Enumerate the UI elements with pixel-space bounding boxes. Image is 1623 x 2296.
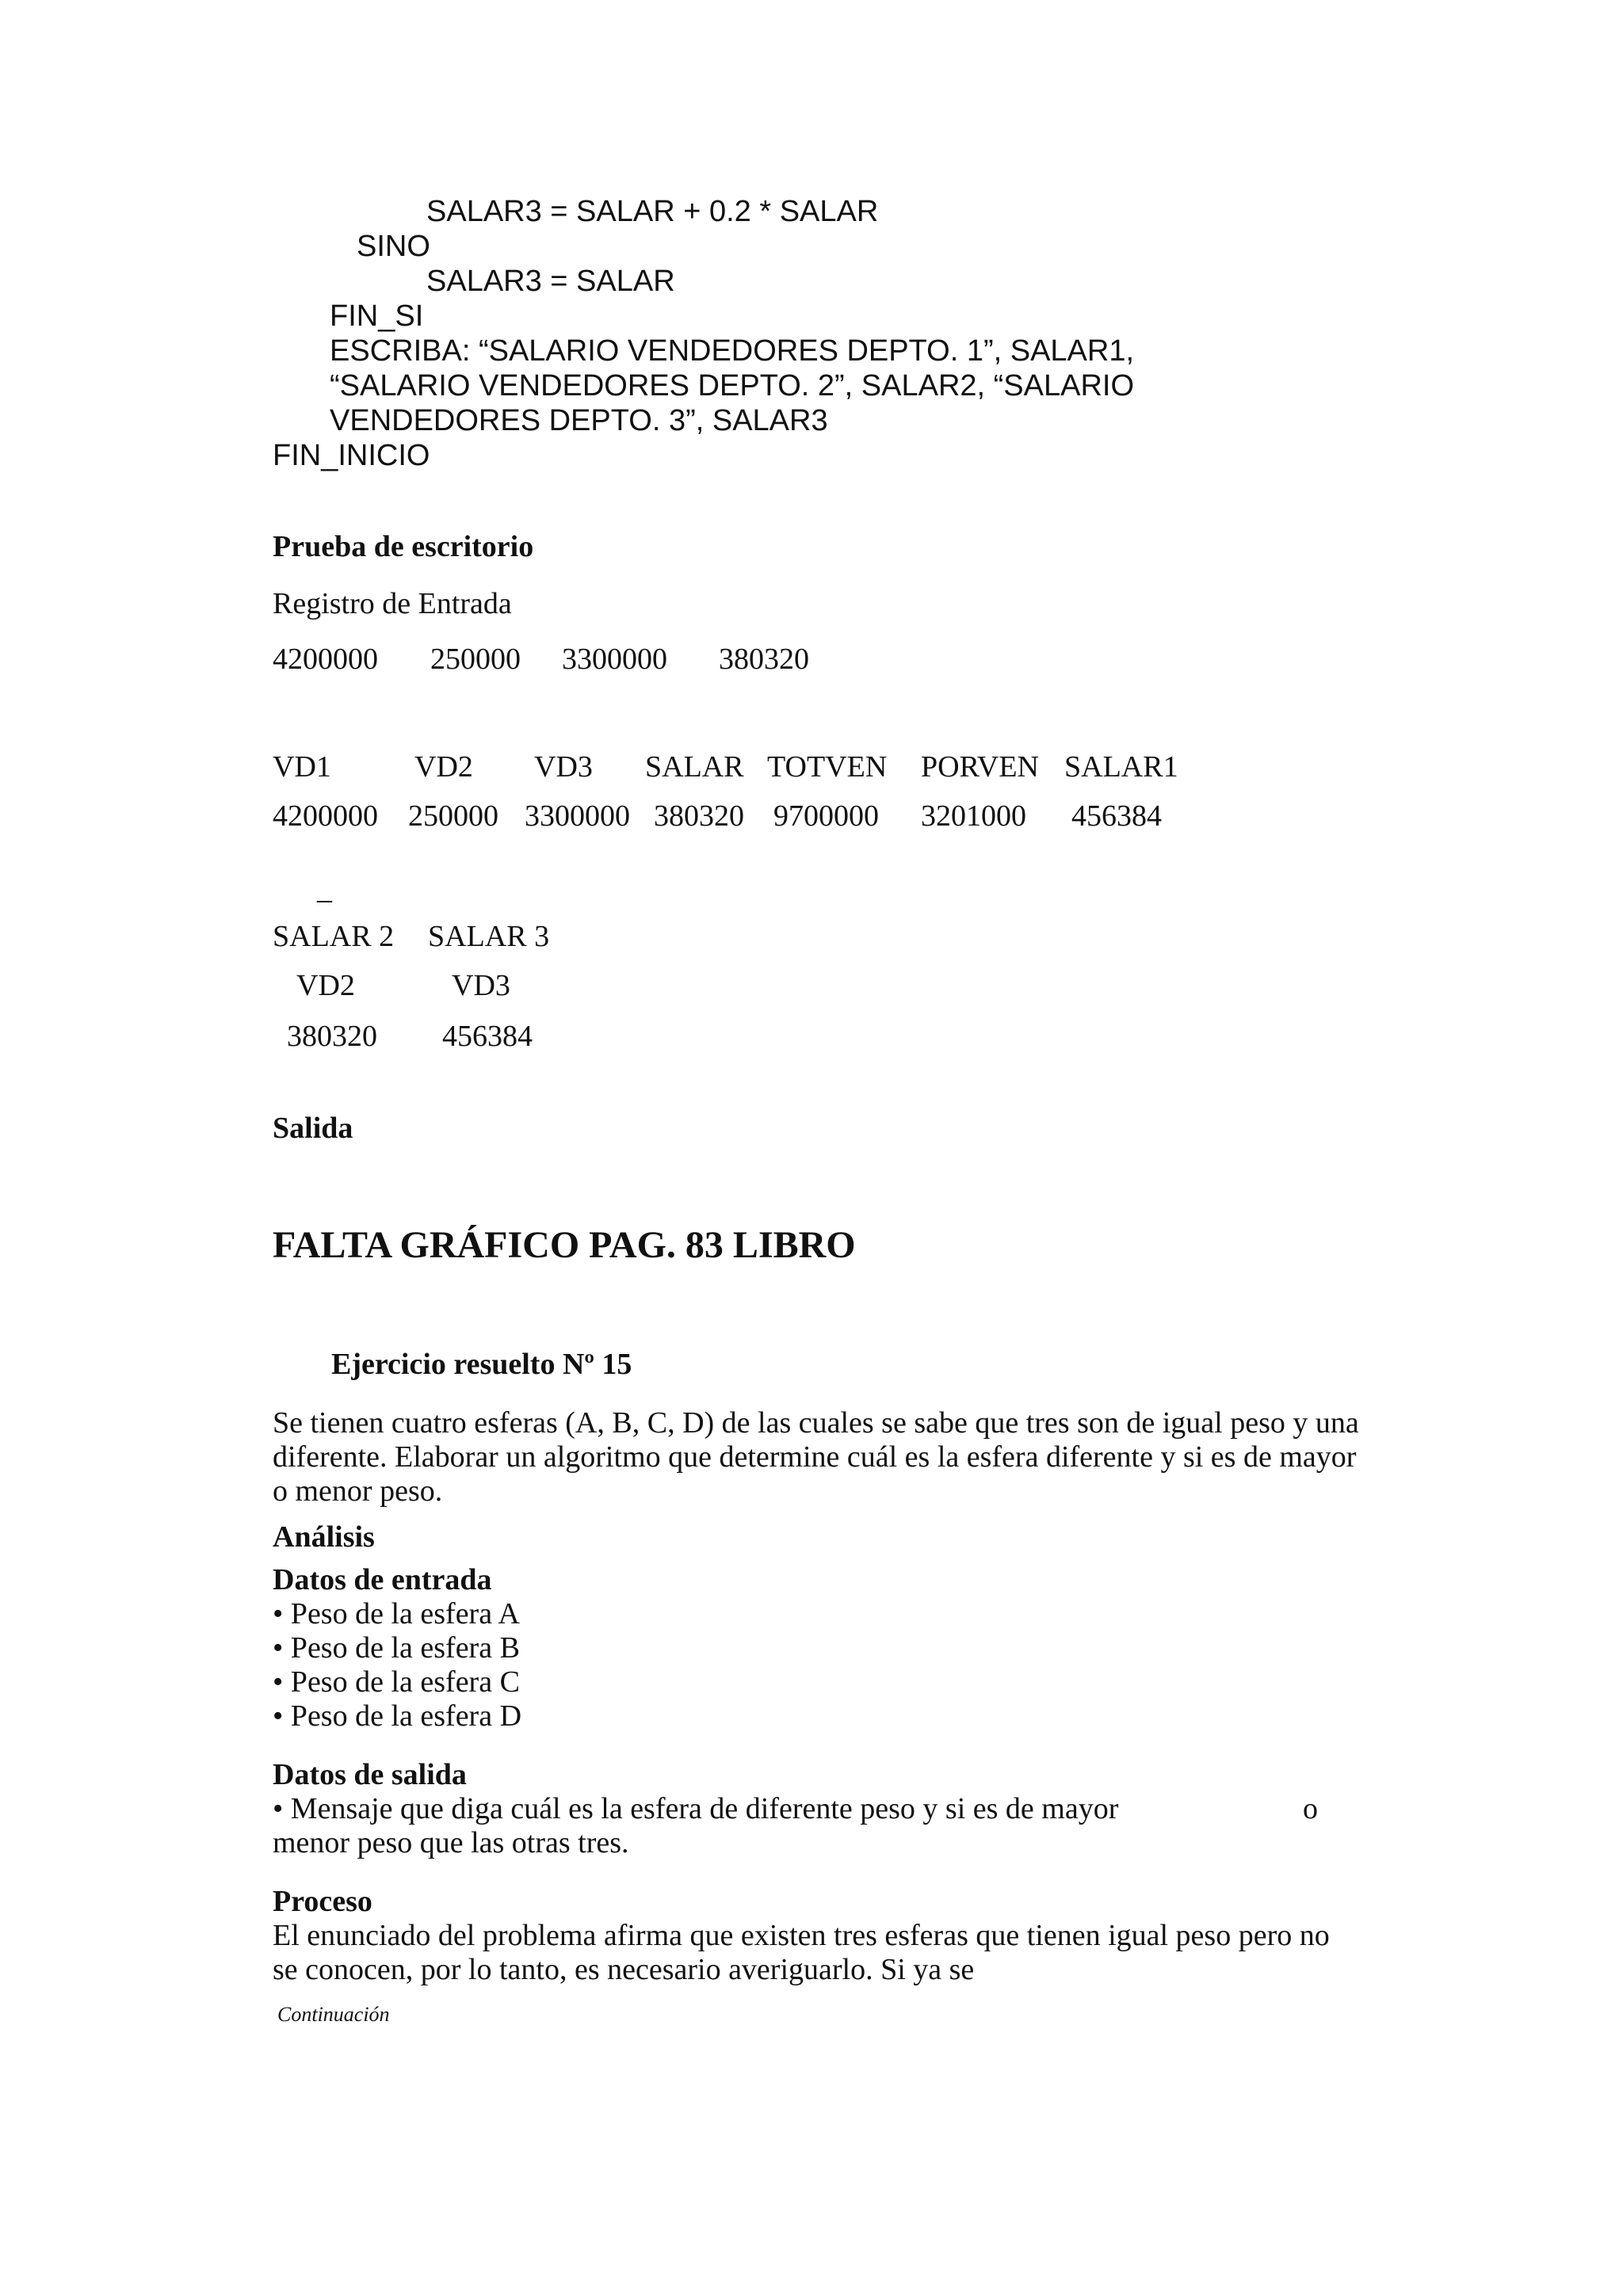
table-cell: 4200000 — [273, 799, 378, 833]
statement-line: o menor peso. — [273, 1474, 443, 1508]
code-line: FIN_SI — [330, 299, 424, 333]
proceso-line: El enunciado del problema afirma que existen tres esferas que tienen igual peso pero no — [273, 1919, 1330, 1952]
datos-entrada-heading: Datos de entrada — [273, 1563, 492, 1596]
table-header: SALAR 2 — [273, 920, 395, 953]
registro-label: Registro de Entrada — [273, 587, 512, 620]
list-item: • Peso de la esfera D — [273, 1699, 522, 1733]
registro-value: 3300000 — [562, 643, 667, 676]
code-line: SINO — [357, 230, 430, 263]
list-item-end: o — [1303, 1792, 1318, 1825]
dash-mark: _ — [317, 872, 332, 906]
table-cell: 380320 — [287, 1020, 377, 1053]
code-line: ESCRIBA: “SALARIO VENDEDORES DEPTO. 1”, SALAR1, — [330, 334, 1135, 368]
table-subheader: VD3 — [452, 969, 510, 1002]
table-cell: 380320 — [654, 799, 744, 833]
list-item: • Peso de la esfera B — [273, 1631, 520, 1665]
table-cell: 3201000 — [921, 799, 1026, 833]
table-header: SALAR 3 — [428, 920, 550, 953]
table-header: VD2 — [414, 750, 473, 784]
section-title: Prueba de escritorio — [273, 530, 534, 563]
code-line: “SALARIO VENDEDORES DEPTO. 2”, SALAR2, “SALARIO — [330, 369, 1135, 402]
list-item: • Peso de la esfera A — [273, 1597, 520, 1630]
table-header: VD1 — [273, 750, 331, 784]
table-header: PORVEN — [921, 750, 1039, 784]
table-header: SALAR — [645, 750, 744, 784]
table-header: SALAR1 — [1064, 750, 1178, 784]
table-cell: 456384 — [1071, 799, 1162, 833]
continuation-note: Continuación — [277, 2003, 390, 2026]
code-line: FIN_INICIO — [273, 439, 430, 472]
exercise-title: Ejercicio resuelto Nº 15 — [331, 1348, 632, 1381]
proceso-line: se conocen, por lo tanto, es necesario averiguarlo. Si ya se — [273, 1953, 975, 1986]
salida-label: Salida — [273, 1112, 353, 1145]
list-item: • Mensaje que diga cuál es la esfera de diferente peso y si es de mayor — [273, 1792, 1119, 1825]
table-cell: 3300000 — [525, 799, 630, 833]
datos-salida-heading: Datos de salida — [273, 1758, 467, 1791]
code-line: SALAR3 = SALAR — [426, 265, 675, 298]
table-cell: 250000 — [408, 799, 498, 833]
registro-value: 380320 — [719, 643, 809, 676]
statement-line: diferente. Elaborar un algoritmo que determine cuál es la esfera diferente y si es de mayor — [273, 1440, 1357, 1474]
registro-value: 250000 — [430, 643, 521, 676]
table-header: TOTVEN — [767, 750, 888, 784]
proceso-heading: Proceso — [273, 1885, 372, 1918]
table-header: VD3 — [534, 750, 593, 784]
code-line: SALAR3 = SALAR + 0.2 * SALAR — [426, 195, 879, 228]
table-cell: 456384 — [442, 1020, 533, 1053]
analisis-heading: Análisis — [273, 1520, 375, 1554]
registro-value: 4200000 — [273, 643, 378, 676]
list-item-continued: menor peso que las otras tres. — [273, 1826, 629, 1859]
table-subheader: VD2 — [296, 969, 355, 1002]
table-cell: 9700000 — [773, 799, 879, 833]
missing-graphic-heading: FALTA GRÁFICO PAG. 83 LIBRO — [273, 1224, 856, 1266]
list-item: • Peso de la esfera C — [273, 1665, 520, 1699]
code-line: VENDEDORES DEPTO. 3”, SALAR3 — [330, 404, 828, 437]
statement-line: Se tienen cuatro esferas (A, B, C, D) de las cuales se sabe que tres son de igual peso y una — [273, 1406, 1359, 1440]
